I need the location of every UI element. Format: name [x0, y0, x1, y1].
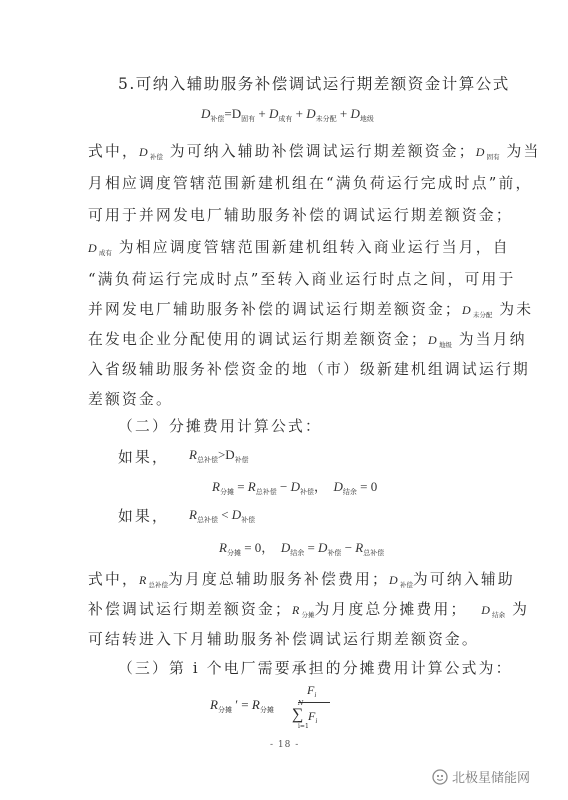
- fraction-numerator: $F_i$: [307, 683, 317, 699]
- para2-line1: 式中，$R_{总补偿}$为月度总辅助服务补偿费用；$D_{补偿}$为可纳入辅助: [88, 571, 515, 589]
- para1-line9: 差额资金。: [88, 391, 173, 408]
- fraction-denominator: $F_i$: [308, 709, 318, 725]
- formula-allocation-case1: $R_{分摊} = R_{总补偿} - D_{补偿}$， $D_{结余} = 0$: [212, 479, 378, 496]
- para2-line2: 补偿调试运行期差额资金；$R_{分摊}$为月度总分摊费用； $D_{结余}$ 为: [88, 601, 530, 619]
- para1-line5: “满负荷运行完成时点”至转入商业运行时点之间，可用于: [88, 271, 516, 288]
- section-two-heading: （二）分摊费用计算公式：: [118, 418, 322, 435]
- if-label-2: 如果，: [118, 508, 169, 525]
- section-heading: 5.可纳入辅助服务补偿调试运行期差额资金计算公式: [118, 75, 510, 93]
- formula-plant-share: [210, 683, 330, 731]
- formula-compensation-sum: $D_{补偿}=D_{固有} + D_{成有} + D_{未分配} + D_{地级}$: [201, 106, 374, 123]
- sum-upper-limit: N: [298, 700, 304, 707]
- sum-lower-limit: i=1: [298, 723, 309, 730]
- para1-line3: 可用于并网发电厂辅助服务补偿的调试运行期差额资金；: [88, 207, 513, 224]
- formula-allocation-case2: $R_{分摊} = 0$， $D_{结余} = D_{补偿} - R_{总补偿}$: [219, 540, 385, 557]
- para1-line8: 入省级辅助服务补偿资金的地（市）级新建机组调试运行期: [88, 361, 530, 378]
- page-number: - 18 -: [270, 740, 300, 750]
- section-three-heading: （三）第 i 个电厂需要承担的分摊费用计算公式为：: [118, 660, 513, 677]
- condition-less: $R_{总补偿} < D_{补偿}$: [189, 507, 256, 524]
- para1-line1: 式中，$D_{补偿}$ 为可纳入辅助补偿调试运行期差额资金；$D_{固有}$ 为当: [88, 143, 541, 161]
- para2-line3: 可结转进入下月辅助服务补偿调试运行期差额资金。: [88, 631, 479, 648]
- watermark: [432, 767, 530, 789]
- wechat-icon: [432, 769, 448, 789]
- para1-line7: 在发电企业分配使用的调试运行期差额资金；$D_{地级}$ 为当月纳: [88, 331, 527, 349]
- para1-line6: 并网发电厂辅助服务补偿的调试运行期差额资金；$D_{未分配}$ 为未: [88, 301, 534, 319]
- para1-line4: $D_{成有}$ 为相应调度管辖范围新建机组转入商业运行当月，自: [88, 239, 510, 257]
- watermark-text: 北极星储能网: [452, 771, 531, 786]
- para1-line2: 月相应调度管辖范围新建机组在“满负荷运行完成时点”前，: [88, 175, 533, 192]
- sum-sigma: ∑: [292, 706, 304, 723]
- condition-greater: $R_{总补偿}>D_{补偿}$: [189, 447, 249, 464]
- if-label-1: 如果，: [118, 449, 169, 466]
- formula-plant-share-lhs: $R_{分摊}$ ′ = $R_{分摊}$: [210, 697, 274, 714]
